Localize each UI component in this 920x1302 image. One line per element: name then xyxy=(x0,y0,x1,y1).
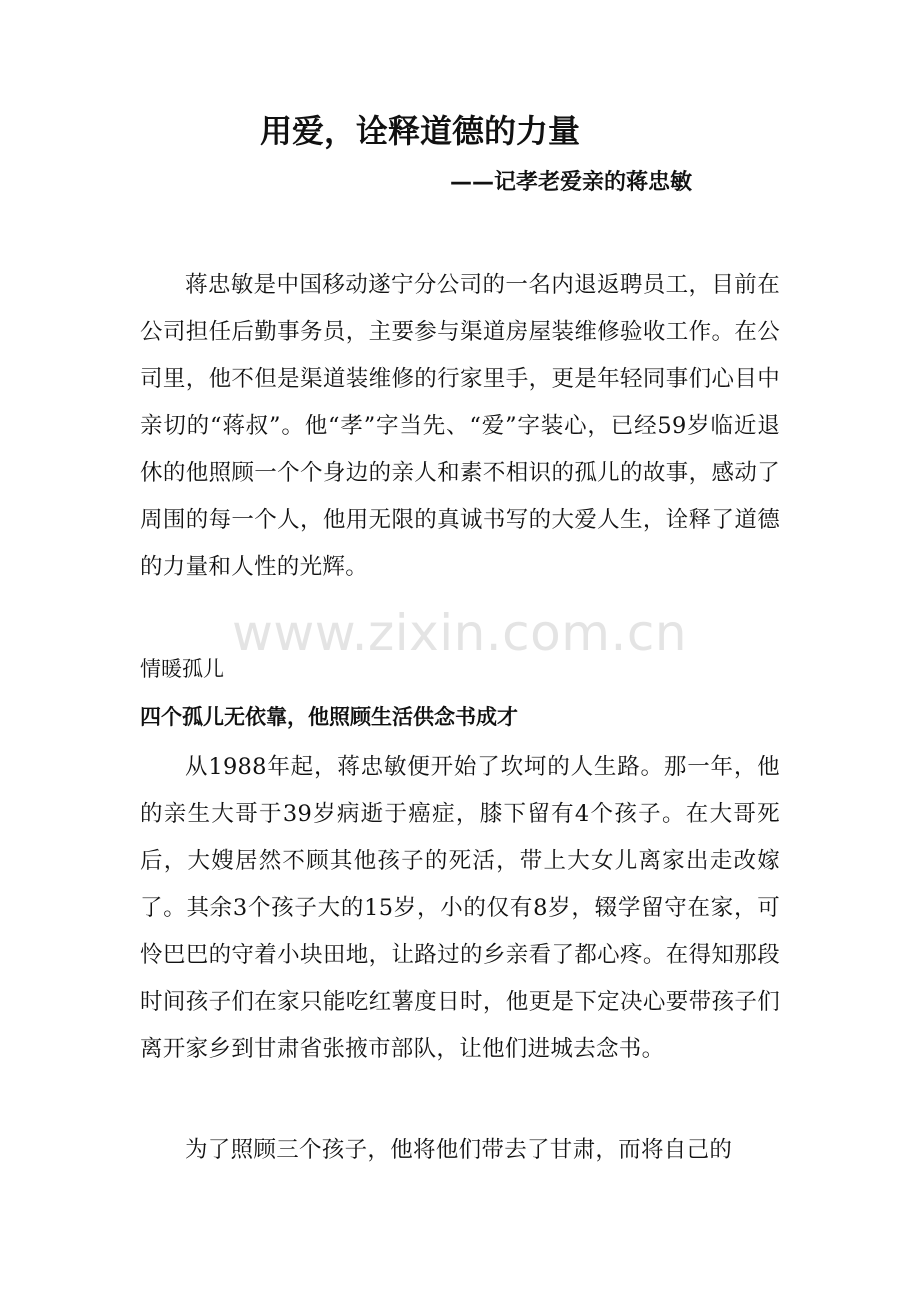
watermark: www.zixin.com.cn xyxy=(232,604,688,662)
body-paragraph-2: 为了照顾三个孩子，他将他们带去了甘肃，而将自己的 xyxy=(185,1137,733,1163)
section-heading: 情暖孤儿 xyxy=(140,657,224,681)
intro-paragraph: 蒋忠敏是中国移动遂宁分公司的一名内退返聘员工，目前在公司担任后勤事务员，主要参与渠道房屋装维修验收工作。在公司里，他不但是渠道装维修的行家里手，更是年轻同事们心目中亲切的“蒋叔”。他“孝”字当先、“爱”字装心，已经59岁临近退休的他照顾一个个身边的亲人和素不相识的孤儿的故事，感动了周围的每一个人，他用无限的真诚书写的大爱人生，诠释了道德的力量和人性的光辉。 xyxy=(140,272,780,580)
body-paragraph-1: 从1988年起，蒋忠敏便开始了坎坷的人生路。那一年，他的亲生大哥于39岁病逝于癌症，膝下留有4个孩子。在大哥死后，大嫂居然不顾其他孩子的死活，带上大女儿离家出走改嫁了。其余3个孩子大的15岁，小的仅有8岁，辍学留守在家，可怜巴巴的守着小块田地，让路过的乡亲看了都心疼。在得知那段时间孩子们在家只能吃红薯度日时，他更是下定决心要带孩子们离开家乡到甘肃省张掖市部队，让他们进城去念书。 xyxy=(140,754,780,1062)
document-subtitle: ——记孝老爱亲的蒋忠敏 xyxy=(450,170,693,195)
sub-heading: 四个孤儿无依靠，他照顾生活供念书成才 xyxy=(140,705,518,729)
document-title: 用爱，诠释道德的力量 xyxy=(260,112,581,150)
